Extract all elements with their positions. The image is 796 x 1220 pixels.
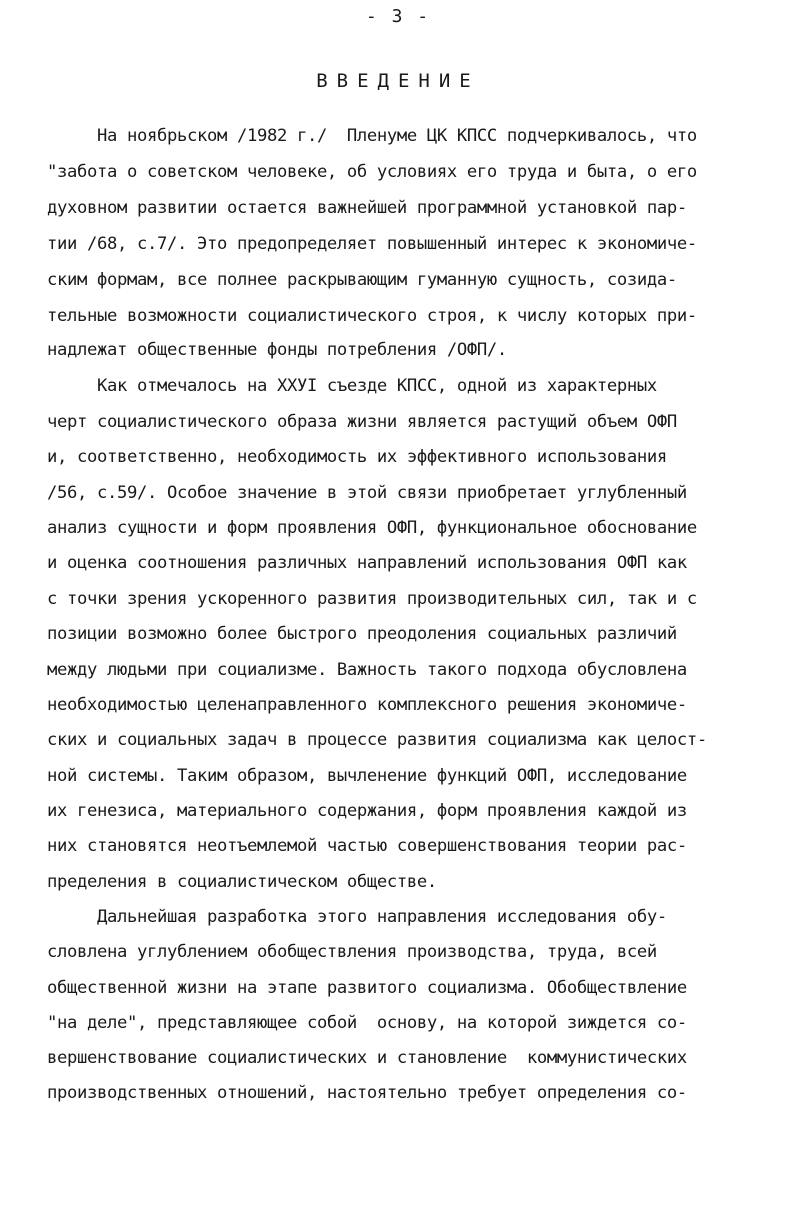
text-line: и оценка соотношения различных направлений использования ОФП как — [47, 553, 687, 573]
text-line: черт социалистического образа жизни является растущий объем ОФП — [47, 412, 677, 432]
text-line: /56, с.59/. Особое значение в этой связи приобретает углубленный — [47, 483, 687, 503]
text-line: словлена углублением обобществления производства, труда, всей — [47, 942, 657, 962]
text-line: производственных отношений, настоятельно требует определения со- — [47, 1083, 687, 1103]
text-line: общественной жизни на этапе развитого социализма. Обобществление — [47, 978, 687, 998]
text-line: необходимостью целенаправленного комплексного решения экономиче- — [47, 695, 687, 715]
text-line: ских и социальных задач в процессе развития социализма как целост- — [47, 730, 707, 750]
text-line: тельные возможности социалистического строя, к числу которых при- — [47, 306, 697, 326]
text-line: На ноябрьском /1982 г./ Пленуме ЦК КПСС подчеркивалось, что — [47, 126, 697, 146]
text-line: анализ сущности и форм проявления ОФП, функциональное обоснование — [47, 518, 697, 538]
text-line: и, соответственно, необходимость их эффективного использования — [47, 447, 667, 467]
text-line: Как отмечалось на ХХУI съезде КПСС, одной из характерных — [47, 376, 657, 396]
text-line: пределения в социалистическом обществе. — [47, 872, 437, 892]
text-line: них становятся неотъемлемой частью совершенствования теории рас- — [47, 836, 687, 856]
text-line: духовном развитии остается важнейшей программной установкой пар- — [47, 198, 687, 218]
text-line: ной системы. Таким образом, вычленение функций ОФП, исследование — [47, 766, 687, 786]
text-line: их генезиса, материального содержания, форм проявления каждой из — [47, 801, 687, 821]
text-line: ским формам, все полнее раскрывающим гуманную сущность, созида- — [47, 270, 677, 290]
page-number: - 3 - — [365, 6, 431, 27]
text-line: Дальнейшая разработка этого направления исследования обу- — [47, 907, 667, 927]
text-line: тии /68, с.7/. Это предопределяет повышенный интерес к экономиче- — [47, 234, 697, 254]
text-line: "на деле", представляющее собой основу, на которой зиждется со- — [47, 1013, 687, 1033]
text-line: между людьми при социализме. Важность такого подхода обусловлена — [47, 660, 687, 680]
page-heading: ВВЕДЕНИЕ — [316, 70, 480, 92]
text-line: "забота о советском человеке, об условиях его труда и быта, о его — [47, 162, 697, 182]
text-line: надлежат общественные фонды потребления /ОФП/. — [47, 340, 507, 360]
text-line: позиции возможно более быстрого преодоления социальных различий — [47, 624, 677, 644]
text-line: с точки зрения ускоренного развития производительных сил, так и с — [47, 589, 697, 609]
text-line: вершенствование социалистических и становление коммунистических — [47, 1048, 687, 1068]
